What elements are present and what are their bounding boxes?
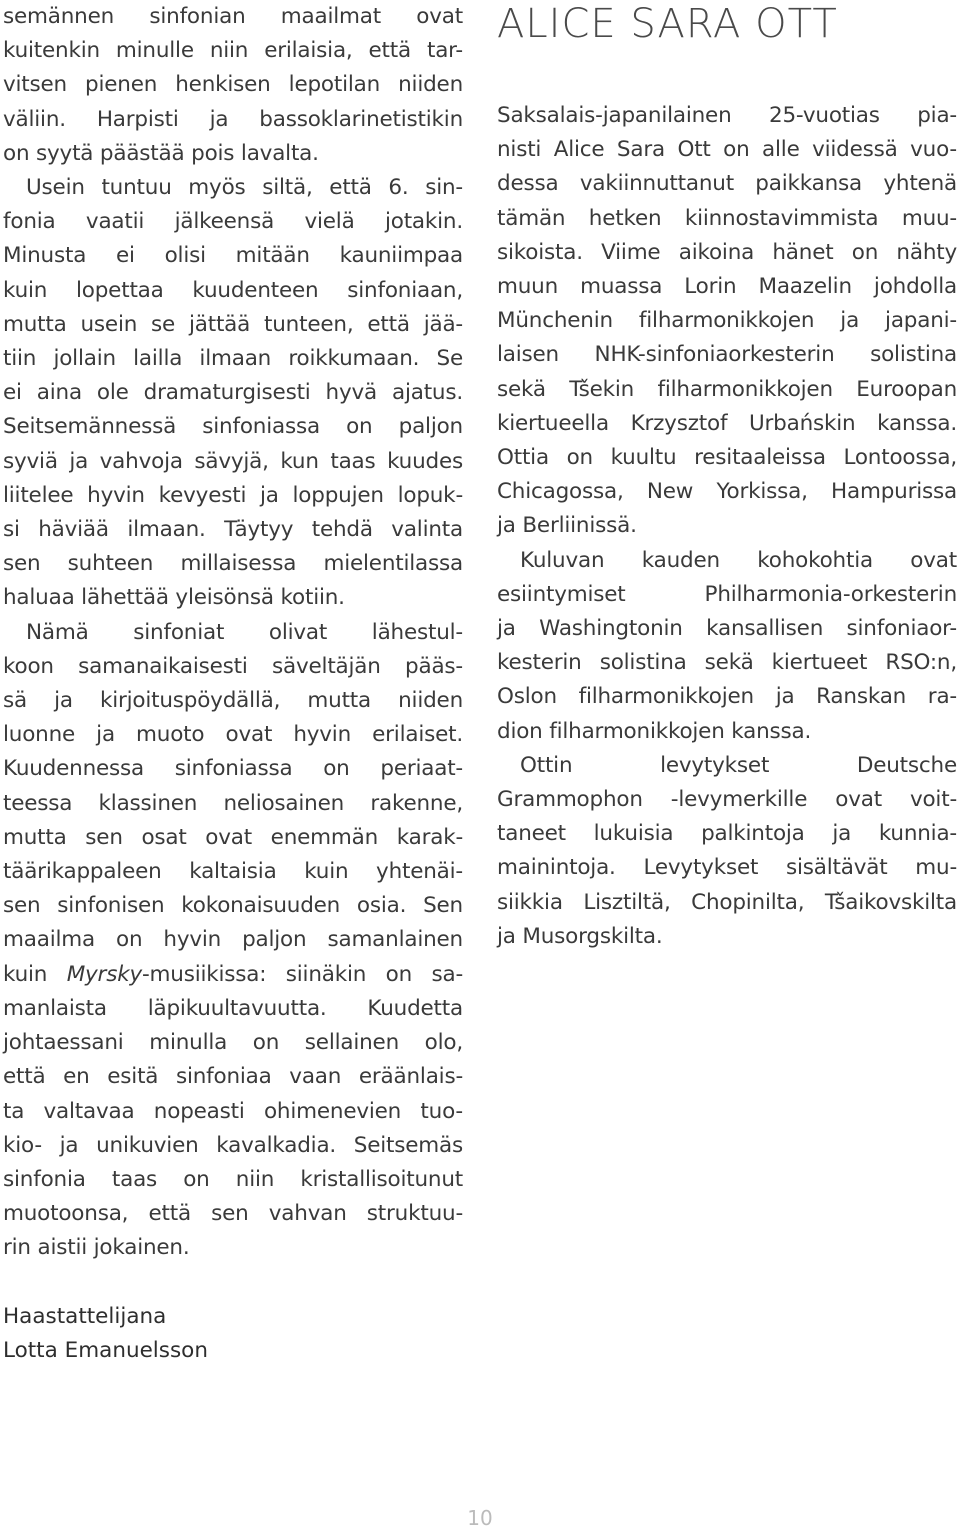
text-line: että en esitä sinfoniaa vaan eräänlais- xyxy=(3,1064,463,1090)
text-line: ei aina ole dramaturgisesti hyvä ajatus. xyxy=(3,380,463,406)
text-line: esiintymiset Philharmonia-orkesterin xyxy=(497,581,957,607)
text-line: Ottin levytykset Deutsche xyxy=(520,752,957,778)
text-line: kiertueella Krzysztof Urbańskin kanssa. xyxy=(497,410,957,436)
text-line: Oslon filharmonikkojen ja Ranskan ra- xyxy=(497,684,957,710)
text-line: fonia vaatii jälkeensä vielä jotakin. xyxy=(3,209,463,235)
text-line: Münchenin filharmonikkojen ja japani- xyxy=(497,308,957,334)
text-line: Grammophon -levymerkille ovat voit- xyxy=(497,787,957,813)
left-article-text xyxy=(3,0,463,1266)
artist-heading: ALICE SARA OTT xyxy=(497,1,838,47)
text-line: muun muassa Lorin Maazelin johdolla xyxy=(497,274,957,300)
text-line: semännen sinfonian maailmat ovat xyxy=(3,4,463,29)
text-line: on syytä päästää pois lavalta. xyxy=(3,140,319,166)
page-number: 10 xyxy=(467,1506,493,1530)
text-line: rin aistii jokainen. xyxy=(3,1235,190,1261)
text-line: ja Washingtonin kansallisen sinfoniaor- xyxy=(497,616,957,642)
text-line: kesterin solistina sekä kiertueet RSO:n, xyxy=(497,650,957,676)
paragraph xyxy=(497,544,957,749)
text-line: vitsen pienen henkisen lepotilan niiden xyxy=(3,72,463,98)
text-line: si häviää ilmaan. Täytyy tehdä valinta xyxy=(3,517,463,543)
text-line: teessa klassinen neliosainen rakenne, xyxy=(3,790,463,816)
text-line: tämän hetken kiinnostavimmista muu- xyxy=(497,205,957,231)
text-fragment: -musiikissa: siinäkin on sa- xyxy=(141,961,463,987)
interviewer-credit xyxy=(3,1300,208,1368)
text-line: Saksalais-japanilainen 25-vuotias pia- xyxy=(497,103,957,128)
text-line: ta valtavaa nopeasti ohimenevien tuo- xyxy=(3,1098,463,1124)
text-line: koon samanaikaisesti säveltäjän pääs- xyxy=(3,653,463,679)
text-line: Chicagossa, New Yorkissa, Hampurissa xyxy=(497,479,957,505)
text-line: mainintoja. Levytykset sisältävät mu- xyxy=(497,855,957,881)
text-line: nisti Alice Sara Ott on alle viidessä vuo- xyxy=(497,137,957,163)
text-line: johtaessani minulla on sellainen olo, xyxy=(3,1030,463,1056)
text-line: taneet lukuisia palkintoja ja kunnia- xyxy=(497,821,957,847)
text-line: sen sinfonisen kokonaisuuden osia. Sen xyxy=(3,893,463,919)
text-line: Usein tuntuu myös siltä, että 6. sin- xyxy=(26,175,463,201)
text-fragment: kuin xyxy=(3,961,67,987)
paragraph xyxy=(497,749,957,954)
text-line: Minusta ei olisi mitään kauniimpaa xyxy=(3,243,463,269)
text-line: mutta usein se jättää tunteen, että jää- xyxy=(3,311,463,337)
left-column xyxy=(3,0,463,1266)
text-line: dion filharmonikkojen kanssa. xyxy=(497,718,812,744)
text-line: syviä ja vahvoja sävyjä, kun taas kuudes xyxy=(3,448,463,474)
text-line: Seitsemännessä sinfoniassa on paljon xyxy=(3,414,463,440)
text-line: Ottia on kuultu resitaaleissa Lontoossa, xyxy=(497,445,957,471)
paragraph xyxy=(3,0,463,171)
text-line: väliin. Harpisti ja bassoklarinetistikin xyxy=(3,106,463,132)
text-line: tiin jollain lailla ilmaan roikkumaan. Se xyxy=(3,346,463,372)
credit-role: Haastattelijana xyxy=(3,1304,167,1329)
text-line: Kuluvan kauden kohokohtia ovat xyxy=(520,547,957,573)
text-line: Kuudennessa sinfoniassa on periaat- xyxy=(3,756,463,782)
text-line: kio- ja unikuvien kavalkadia. Seitsemäs xyxy=(3,1132,463,1158)
text-line: mutta sen osat ovat enemmän karak- xyxy=(3,824,463,850)
text-line xyxy=(3,958,463,992)
work-title: Myrsky xyxy=(66,961,142,987)
text-line: maailma on hyvin paljon samanlainen xyxy=(3,927,463,953)
text-line: Nämä sinfoniat olivat lähestul- xyxy=(26,619,463,645)
text-line: sä ja kirjoituspöydällä, mutta niiden xyxy=(3,688,463,714)
text-line: ja Berliinissä. xyxy=(497,513,637,539)
text-line: muotoonsa, että sen vahvan struktuu- xyxy=(3,1201,463,1227)
text-line: laisen NHK-sinfoniaorkesterin solistina xyxy=(497,342,957,368)
text-line: siikkia Lisztiltä, Chopinilta, Tšaikovskilta xyxy=(497,889,957,915)
text-line: luonne ja muoto ovat hyvin erilaiset. xyxy=(3,722,463,748)
text-line: täärikappaleen kaltaisia kuin yhtenäi- xyxy=(3,859,463,885)
text-line: ja Musorgskilta. xyxy=(497,923,663,949)
text-line: manlaista läpikuultavuutta. Kuudetta xyxy=(3,995,463,1021)
paragraph xyxy=(3,616,463,1266)
right-column xyxy=(497,0,957,954)
text-line: sinfonia taas on niin kristallisoitunut xyxy=(3,1166,463,1192)
credit-name: Lotta Emanuelsson xyxy=(3,1338,208,1363)
text-line: kuitenkin minulle niin erilaisia, että tar- xyxy=(3,38,463,64)
text-line: sen suhteen millaisessa mielentilassa xyxy=(3,551,463,577)
text-line: liitelee hyvin kevyesti ja loppujen lopuk- xyxy=(3,482,463,508)
text-line: sikoista. Viime aikoina hänet on nähty xyxy=(497,239,957,265)
text-line: haluaa lähettää yleisönsä kotiin. xyxy=(3,585,345,611)
text-line: sekä Tšekin filharmonikkojen Euroopan xyxy=(497,376,957,402)
text-line: kuin lopettaa kuudenteen sinfoniaan, xyxy=(3,277,463,303)
text-line: dessa vakiinnuttanut paikkansa yhtenä xyxy=(497,171,957,197)
paragraph xyxy=(3,171,463,616)
paragraph xyxy=(497,99,957,544)
